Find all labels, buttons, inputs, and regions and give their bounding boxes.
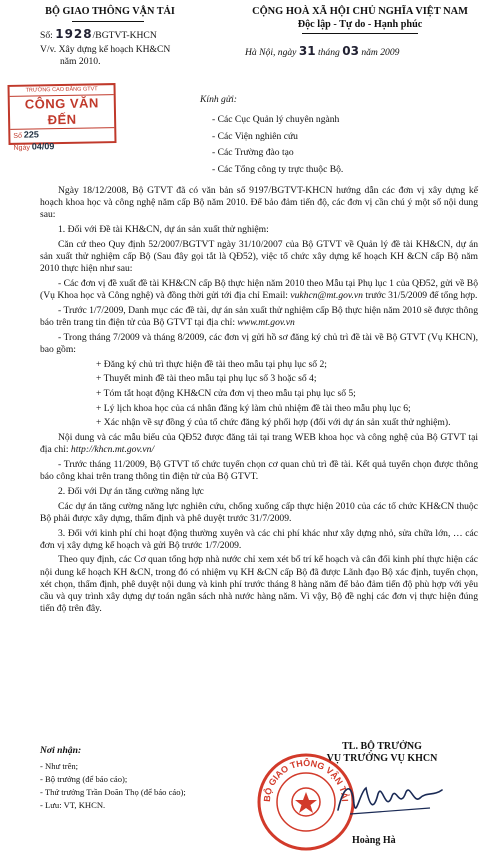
section-2-title: 2. Đối với Dự án tăng cường năng lực	[58, 485, 204, 497]
section-1-paragraph: - Trước tháng 11/2009, Bộ GTVT tổ chức tuyển chọn cơ quan chủ trì đề tài. Kết quả tuyển chọn được thông báo công khai trên trang thông tin điện tử của Bộ GTVT.	[40, 459, 478, 483]
seal-text: BỘ GIAO THÔNG VẬN TẢI	[261, 757, 351, 803]
section-1-text: - Các đơn vị đề xuất đề tài KH&CN cấp Bộ thực hiện năm 2010 theo Mẫu tại Phụ lục 1 của QĐ52, gửi về Bộ (Vụ Khoa học và Công nghệ) và đồng thời gửi tới địa chỉ Email:	[40, 277, 478, 302]
stamp-org: TRƯỜNG CAO ĐẲNG GTVT	[10, 85, 114, 97]
recipients-list	[212, 112, 472, 178]
date-year: năm 2009	[361, 47, 400, 58]
section-1-paragraph: Căn cứ theo Quy định 52/2007/BGTVT ngày 31/10/2007 của Bộ GTVT về Quản lý đề tài KH&CN, dự án sản xuất thử nghiệm cấp Bộ (Sau đây gọi tắt là QĐ52), việc tổ chức xây dựng kế hoạch KH &CN cấp Bộ năm 2010 thực hiện như sau:	[40, 238, 478, 275]
motto-underline	[302, 33, 418, 34]
date-month-handwritten: 03	[342, 44, 359, 58]
email-address: vukhcn@mt.gov.vn	[290, 290, 363, 302]
date-line	[245, 45, 485, 59]
list-item: + Tóm tắt hoạt động KH&CN cửa đơn vị theo mẫu tại phụ lục số 5;	[96, 388, 356, 400]
recipient-item: - Các Cục Quản lý chuyên ngành	[212, 114, 340, 125]
recipients-label: Kính gửi:	[200, 94, 237, 105]
copy-recipients-label: Nơi nhận:	[40, 745, 82, 756]
section-1-text: Nội dung và các mẫu biểu của QĐ52 được đăng tải tại trang WEB khoa học và công nghệ của Bộ GTVT tại địa chỉ:	[40, 432, 478, 456]
seal-star-icon	[295, 792, 317, 813]
section-1-paragraph	[40, 432, 478, 456]
document-subject	[40, 44, 220, 68]
ref-prefix: Số:	[40, 30, 53, 41]
list-item: + Đăng ký chủ trì thực hiện đề tài theo mẫu tại phụ lục số 2;	[96, 358, 327, 370]
subject-line-1: V/v. Xây dựng kế hoạch KH&CN	[40, 44, 171, 55]
copy-recipient-item: - Thứ trưởng Trần Doãn Thọ (để báo cáo);	[40, 787, 186, 797]
website-url: http://khcn.mt.gov.vn/	[70, 444, 155, 456]
section-1-paragraph	[40, 305, 478, 329]
copy-recipients-list	[40, 760, 186, 812]
section-1-text: trước 31/5/2009 để tổng hợp.	[365, 290, 478, 302]
received-stamp	[7, 83, 116, 152]
stamp-label: CÔNG VĂN ĐẾN	[10, 95, 115, 130]
date-place: Hà Nội, ngày	[245, 47, 297, 58]
signature-stroke	[338, 788, 442, 810]
agency-underline	[72, 21, 144, 22]
copy-recipient-item: - Bộ trưởng (để báo cáo);	[40, 774, 128, 784]
stamp-so-value: 225	[23, 129, 39, 140]
stamp-date-row	[10, 140, 114, 154]
date-day-handwritten: 31	[298, 44, 316, 58]
ref-suffix: /BGTVT-KHCN	[92, 30, 157, 41]
section-2-paragraph: Các dự án tăng cường năng lực nghiên cứu, chống xuống cấp thực hiện 2010 của các tổ chức KH&CN thuộc Bộ phải được xây dựng, thẩm định và phê duyệt trước 31/7/2009.	[40, 500, 478, 524]
ref-number-handwritten: 1928	[55, 27, 93, 41]
agency-name: BỘ GIAO THÔNG VẬN TẢI	[45, 6, 175, 17]
signature-underline	[350, 808, 430, 814]
website-url: www.mt.gov.vn	[237, 317, 295, 329]
subject-line-2: năm 2010.	[60, 56, 101, 68]
signer-name: Hoàng Hà	[352, 835, 396, 846]
stamp-so-label: Số	[13, 132, 23, 140]
handwritten-signature	[330, 774, 450, 824]
signature-title	[288, 741, 476, 765]
national-motto: Độc lập - Tự do - Hạnh phúc	[297, 19, 423, 30]
list-item: + Lý lịch khoa học của cá nhân đăng ký làm chủ nhiệm đề tài theo mẫu phụ lục 6;	[96, 402, 411, 414]
signature-title-line-2: VỤ TRƯỞNG VỤ KHCN	[326, 753, 438, 765]
document-body	[40, 185, 478, 618]
signature-title-line-1: TL. BỘ TRƯỞNG	[342, 741, 422, 752]
section-1-text: - Trước 1/7/2009, Danh mục các đề tài, dự án sản xuất thử nghiệm cấp Bộ thực hiện năm 2010 sẽ được thông báo trên trang tin điện tử của Bộ GTVT tại địa chỉ:	[40, 304, 478, 329]
stamp-ngay-label: Ngày	[13, 144, 30, 152]
recipient-item: - Các Tổng công ty trực thuộc Bộ.	[212, 163, 344, 175]
list-item: + Thuyết minh đề tài theo mẫu tại phụ lục số 3 hoặc số 4;	[96, 373, 317, 385]
list-item: + Xác nhận về sự đồng ý của tổ chức đăng ký phối hợp (đối với dự án sản xuất thử nghiệm).	[96, 417, 451, 429]
section-1-paragraph	[40, 278, 478, 302]
stamp-ngay-value: 04/09	[31, 141, 55, 152]
recipient-item: - Các Trường đào tạo	[212, 147, 294, 158]
date-month-label: tháng	[317, 47, 340, 58]
closing-paragraph: Theo quy định, các Cơ quan tổng hợp nhà nước chỉ xem xét bố trí kế hoạch và cân đối kinh phí thực hiện các nội dung kế hoạch KH &CN, trong đó có nhiệm vụ KH &CN cấp Bộ đã được Lãnh đạo Bộ xác định, tuyển chọn, xét chọn, thẩm định, phê duyệt nội dung và kinh phí trước tháng 8 hàng năm để bảo đảm tiến độ phù hợp với yêu cầu và quy trình xây dựng dự toán ngân sách nhà nước hàng năm. Vì vậy, Bộ đề nghị các đơn vị thực hiện đúng tiến độ trên đây.	[40, 554, 478, 615]
copy-recipient-item: - Lưu: VT, KHCN.	[40, 800, 106, 810]
copy-recipient-item: - Như trên;	[40, 761, 79, 771]
recipient-item: - Các Viện nghiên cứu	[212, 130, 298, 142]
document-reference	[40, 28, 157, 42]
intro-paragraph: Ngày 18/12/2008, Bộ GTVT đã có văn bản số 9197/BGTVT-KHCN hướng dẫn các đơn vị xây dựng kế hoạch khoa học và công nghệ năm cấp Bộ năm 2010. Để bảo đảm tiến độ, các đơn vị cần chú ý một số nội dung sau:	[40, 185, 478, 221]
section-1-paragraph: - Trong tháng 7/2009 và tháng 8/2009, các đơn vị gửi hồ sơ đăng ký chủ trì đề tài về Bộ GTVT (Vụ KHCN), bao gồm:	[40, 331, 478, 355]
section-1-title: 1. Đối với Đề tài KH&CN, dự án sản xuất thử nghiệm:	[58, 224, 269, 236]
section-3-paragraph: 3. Đối với kinh phí chi hoạt động thường xuyên và các chi phí khác như xây dựng nhỏ, sửa chữa lớn, … các đơn vị xây dựng kế hoạch và gửi Bộ trước 1/7/2009.	[40, 527, 478, 551]
national-title: CỘNG HOÀ XÃ HỘI CHỦ NGHĨA VIỆT NAM	[252, 6, 468, 17]
